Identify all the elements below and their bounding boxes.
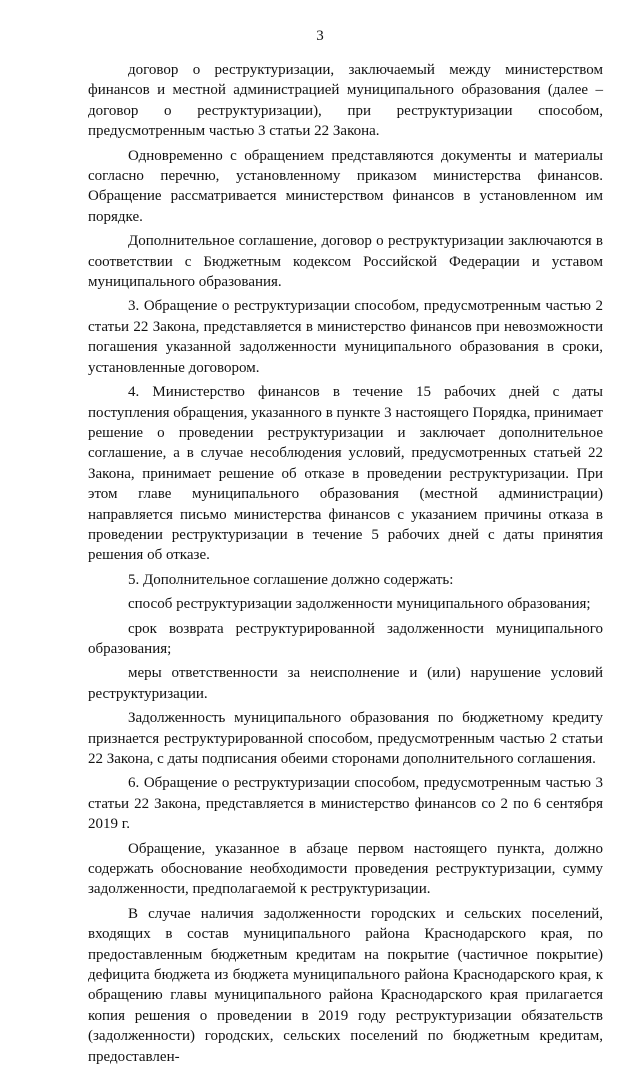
paragraph-6: 5. Дополнительное соглашение должно содержать: [128,571,454,588]
paragraph-10: Задолженность муниципального образования по бюджетному кредиту признается реструктурированной способом, предусмотренным частью 2 статьи 22 Закона, с даты подписания обеими сторонами дополнительного соглашения. [88,710,603,767]
paragraph-5: 4. Министерство финансов в течение 15 рабочих дней с даты поступления обращения, указанного в пункте 3 настоящего Порядка, принимает решение о проведении реструктуризации и заключает дополнительное соглашение, а в случае несоблюдения условий, предусмотренных статьей 22 Закона, принимает решение об отказе в проведении реструктуризации. При этом главе муниципального образования (местной администрации) направляется письмо министерства финансов с указанием причины отказа в проведении реструктуризации в течение 5 рабочих дней с даты принятия решения об отказе. [88,384,603,564]
paragraph-4: 3. Обращение о реструктуризации способом, предусмотренным частью 2 статьи 22 Закона, представляется в министерство финансов при невозможности погашения указанной задолженности муниципального образования в сроки, установленные договором. [88,298,603,376]
document-body [88,60,603,1071]
paragraph-11: 6. Обращение о реструктуризации способом, предусмотренным частью 3 статьи 22 Закона, представляется в министерство финансов со 2 по 6 сентября 2019 г. [88,775,603,833]
paragraph-13: В случае наличия задолженности городских и сельских поселений, входящих в состав муниципального района Краснодарского края, по предоставленным бюджетным кредитам на покрытие (частичное покрытие) дефицита бюджета из бюджета муниципального района Краснодарского края, к обращению главы муниципального района Краснодарского края прилагается копия решения о проведении в 2019 году реструктуризации обязательств (задолженности) городских, сельских поселений по бюджетным кредитам, предоставлен- [88,905,603,1065]
paragraph-3: Дополнительное соглашение, договор о реструктуризации заключаются в соответствии с Бюджетным кодексом Российской Федерации и уставом муниципального образования. [88,233,603,291]
page-number: 3 [316,28,324,44]
paragraph-12: Обращение, указанное в абзаце первом настоящего пункта, должно содержать обоснование необходимости проведения реструктуризации, сумму задолженности, предполагаемой к реструктуризации. [88,840,603,898]
paragraph-8: срок возврата реструктурированной задолженности муниципального образования; [88,620,603,657]
paragraph-1: договор о реструктуризации, заключаемый между министерством финансов и местной администрацией муниципального образования (далее – договор о реструктуризации), при реструктуризации способом, предусмотренным частью 3 статьи 22 Закона. [88,62,603,140]
paragraph-7: способ реструктуризации задолженности муниципального образования; [128,596,591,613]
paragraph-2: Одновременно с обращением представляются документы и материалы согласно перечню, установленному приказом министерства финансов. Обращение рассматривается министерством финансов в установленном им порядке. [88,147,603,225]
paragraph-9: меры ответственности за неисполнение и (или) нарушение условий реструктуризации. [88,665,603,702]
